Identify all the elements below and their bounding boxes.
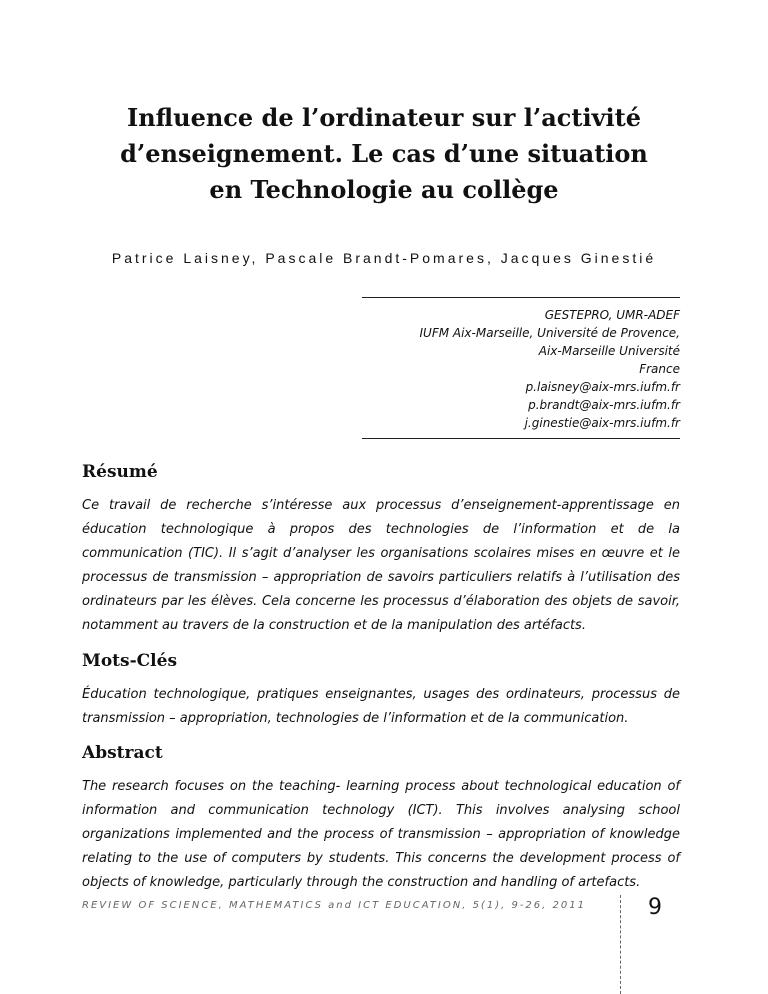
resume-text: Ce travail de recherche s’intéresse aux processus d’enseignement-apprentissage en éducation technologique à propos des technologies de l’information et de la communication (TIC). Il s’agit d’analyser les organisations scolaires mises en œuvre et le processus de transmission – appropriation de savoirs particuliers relatifs à l’utilisation des ordinateurs par les élèves. Cela concerne les processus d’élaboration des objets de savoir, notamment au travers de la construction et de la manipulation des artéfacts. bbox=[82, 498, 680, 633]
abstract-text: The research focuses on the teaching- learning process about technological education of information and communication technology (ICT). This involves analysing school organizations implemented and the process of transmission – appropriation of knowledge relating to the use of computers by students. This concerns the development process of objects of knowledge, particularly through the construction and handling of artefacts. bbox=[82, 779, 680, 890]
authors: Patrice Laisney, Pascale Brandt-Pomares, Jacques Ginestié bbox=[111, 250, 657, 266]
footer-divider bbox=[620, 895, 621, 994]
abstract-section bbox=[82, 743, 680, 895]
abstract-heading: Abstract bbox=[82, 743, 163, 763]
resume-heading: Résumé bbox=[82, 462, 158, 482]
title-line: d’enseignement. Le cas d’une situation bbox=[120, 139, 648, 168]
title-line: en Technologie au collège bbox=[209, 175, 559, 204]
keywords-section bbox=[82, 651, 680, 731]
affiliation-line: France bbox=[639, 362, 680, 376]
keywords-heading: Mots-Clés bbox=[82, 651, 178, 671]
email-link[interactable]: p.laisney@aix-mrs.iufm.fr bbox=[525, 380, 680, 394]
email-link[interactable]: j.ginestie@aix-mrs.iufm.fr bbox=[524, 416, 680, 430]
resume-section bbox=[82, 462, 680, 638]
affiliation-line: IUFM Aix-Marseille, Université de Provence, bbox=[419, 326, 680, 340]
affiliation-block bbox=[362, 297, 680, 439]
affiliation-line: Aix-Marseille Université bbox=[538, 344, 680, 358]
title-line: Influence de l’ordinateur sur l’activité bbox=[127, 103, 641, 132]
journal-footer: REVIEW OF SCIENCE, MATHEMATICS and ICT EDUCATION, 5(1), 9-26, 2011 bbox=[82, 900, 586, 911]
affiliation-line: GESTEPRO, UMR-ADEF bbox=[544, 308, 680, 322]
email-link[interactable]: p.brandt@aix-mrs.iufm.fr bbox=[528, 398, 680, 412]
paper-title bbox=[0, 100, 768, 208]
keywords-text: Éducation technologique, pratiques enseignantes, usages des ordinateurs, processus de transmission – appropriation, technologies de l’information et de la communication. bbox=[82, 687, 680, 726]
page-number: 9 bbox=[648, 895, 662, 920]
